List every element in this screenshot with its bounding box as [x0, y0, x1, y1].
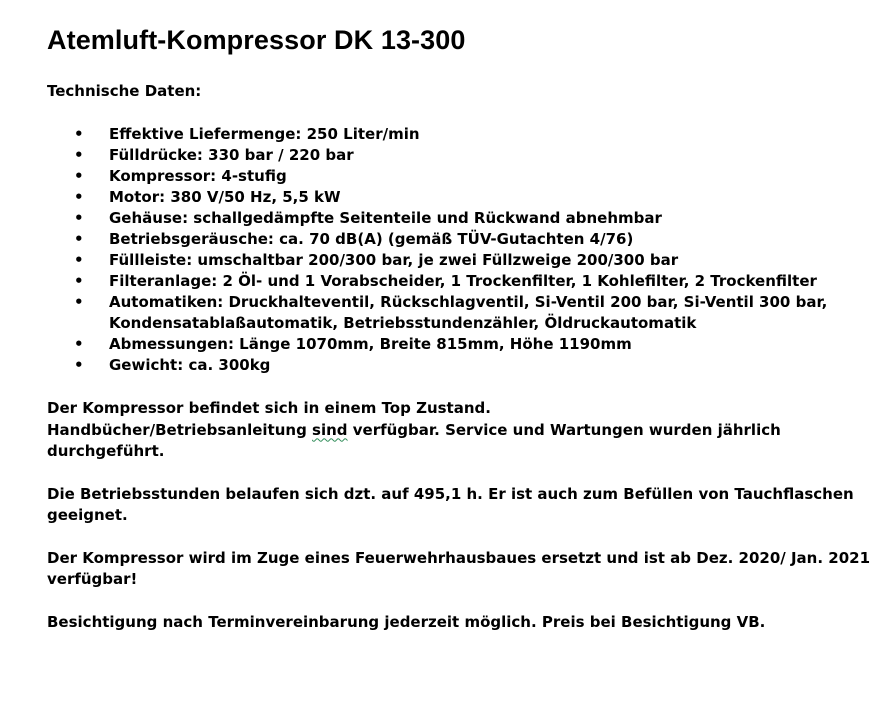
- spec-item: [47, 187, 877, 208]
- bullet-icon: •: [74, 335, 84, 353]
- spec-text: Filteranlage: 2 Öl- und 1 Vorabscheider, 1 Trockenfilter, 1 Kohlefilter, 2 Trockenfilter: [109, 272, 817, 290]
- spec-text: Motor: 380 V/50 Hz, 5,5 kW: [109, 188, 341, 206]
- spec-text: Fülldrücke: 330 bar / 220 bar: [109, 146, 354, 164]
- bullet-icon: •: [74, 293, 84, 311]
- spec-item: [47, 271, 877, 292]
- spec-text: Abmessungen: Länge 1070mm, Breite 815mm, Höhe 1190mm: [109, 335, 632, 353]
- bullet-icon: •: [74, 167, 84, 185]
- document-title: Atemluft-Kompressor DK 13-300: [47, 25, 466, 55]
- bullet-icon: •: [74, 146, 84, 164]
- section-heading-technical-data: Technische Daten:: [47, 82, 202, 100]
- bullet-icon: •: [74, 125, 84, 143]
- document: [47, 24, 877, 633]
- spec-item: [47, 334, 877, 355]
- spec-text: Gewicht: ca. 300kg: [109, 356, 271, 374]
- paragraph-condition-line2-start: Handbücher/Betriebsanleitung: [47, 420, 313, 439]
- bullet-icon: •: [74, 188, 84, 206]
- paragraph-viewing-price: Besichtigung nach Terminvereinbarung jederzeit möglich. Preis bei Besichtigung VB.: [47, 612, 766, 631]
- spec-item: [47, 355, 877, 376]
- spec-text: Kompressor: 4-stufig: [109, 167, 287, 185]
- bullet-icon: •: [74, 230, 84, 248]
- bullet-icon: •: [74, 272, 84, 290]
- spec-text: Effektive Liefermenge: 250 Liter/min: [109, 125, 420, 143]
- spec-item: [47, 229, 877, 250]
- spec-text: Gehäuse: schallgedämpfte Seitenteile und Rückwand abnehmbar: [109, 209, 662, 227]
- spec-text: Betriebsgeräusche: ca. 70 dB(A) (gemäß TÜV-Gutachten 4/76): [109, 230, 634, 248]
- paragraph-condition-line1: Der Kompressor befindet sich in einem Top Zustand.: [47, 399, 491, 417]
- bullet-icon: •: [74, 251, 84, 269]
- spec-item: [47, 145, 877, 166]
- spellcheck-flagged-word: sind: [312, 420, 348, 439]
- spec-item: [47, 250, 877, 271]
- bullet-icon: •: [74, 356, 84, 374]
- spec-item: [47, 124, 877, 145]
- paragraph-operating-hours: Die Betriebsstunden belaufen sich dzt. auf 495,1 h. Er ist auch zum Befüllen von Tauchflaschen geeignet.: [47, 484, 854, 524]
- bullet-icon: •: [74, 209, 84, 227]
- spec-text: Füllleiste: umschaltbar 200/300 bar, je zwei Füllzweige 200/300 bar: [109, 251, 679, 269]
- paragraph-condition-line2-end: verfügbar. Service und Wartungen wurden jährlich durchgeführt.: [47, 420, 781, 460]
- spec-item: [47, 166, 877, 187]
- spec-list: [47, 124, 877, 376]
- spec-text: Automatiken: Druckhalteventil, Rückschlagventil, Si-Ventil 200 bar, Si-Ventil 300 bar, Kondensatablaßautomatik, Betriebsstundenzähler, Öldruckautomatik: [109, 293, 828, 332]
- paragraph-availability: Der Kompressor wird im Zuge eines Feuerwehrhausbaues ersetzt und ist ab Dez. 2020/ Jan. 2021 verfügbar!: [47, 548, 871, 588]
- spec-item: [47, 208, 877, 229]
- spec-item: [47, 292, 877, 334]
- paragraph-condition: [47, 398, 877, 463]
